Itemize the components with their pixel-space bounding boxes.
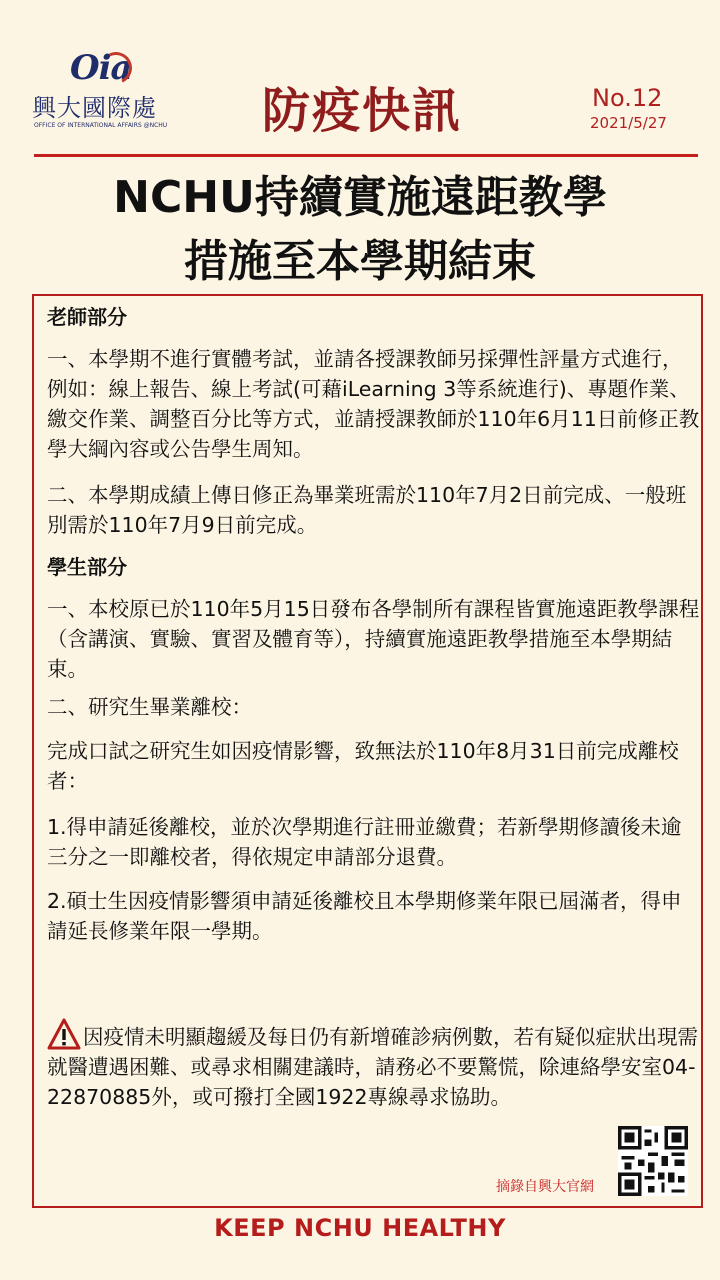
footer-slogan: KEEP NCHU HEALTHY — [214, 1214, 506, 1242]
oia-logo[interactable] — [30, 48, 205, 129]
students-paragraph-2: 二、研究生畢業離校： — [47, 695, 252, 719]
header-divider — [34, 154, 698, 157]
issue-date: 2021/5/27 — [590, 114, 667, 132]
students-paragraph-4: 1.得申請延後離校，並於次學期進行註冊並繳費；若新學期修讀後未逾三分之一即離校者，得依規定申請部分退費。 — [47, 815, 682, 869]
teachers-section-title: 老師部分 — [47, 305, 127, 329]
headline-line-1: NCHU持續實施遠距教學 — [113, 172, 607, 223]
bulletin-title: 防疫快訊 — [262, 83, 463, 139]
students-paragraph-5: 2.碩士生因疫情影響須申請延後離校且本學期修業年限已屆滿者，得申請延長修業年限一學期。 — [47, 889, 682, 943]
logo-name-zh: 興大國際處 — [32, 94, 157, 122]
source-note: 摘錄自興大官網 — [496, 1179, 594, 1195]
logo-name-en: OFFICE OF INTERNATIONAL AFFAIRS @NCHU — [34, 122, 168, 129]
issue-number: No.12 — [592, 84, 663, 112]
headline-line-2: 措施至本學期結束 — [184, 236, 536, 287]
students-paragraph-3: 完成口試之研究生如因疫情影響，致無法於110年8月31日前完成離校者： — [47, 739, 679, 793]
warning-triangle-icon — [47, 1018, 81, 1050]
teachers-paragraph-2: 二、本學期成績上傳日修正為畢業班需於110年7月2日前完成、一般班別需於110年7月9日前完成。 — [47, 483, 687, 537]
students-paragraph-1: 一、本校原已於110年5月15日發布各學制所有課程皆實施遠距教學課程（含講演、實驗、實習及體育等），持續實施遠距教學措施至本學期結束。 — [47, 597, 700, 681]
students-section-title: 學生部分 — [47, 555, 127, 579]
warning-text: 因疫情未明顯趨緩及每日仍有新增確診病例數，若有疑似症狀出現需就醫遭遇困難、或尋求相關建議時，請務必不要驚慌，除連絡學安室04-22870885外，或可撥打全國1922專線尋求協助。 — [47, 1025, 698, 1109]
warning-notice — [47, 1018, 702, 1112]
content-box — [32, 294, 703, 1208]
logo-mark: Oia — [70, 48, 132, 88]
teachers-paragraph-1: 一、本學期不進行實體考試，並請各授課教師另採彈性評量方式進行，例如：線上報告、線上考試(可藉iLearning 3等系統進行)、專題作業、繳交作業、調整百分比等方式，並請授課教師於110年6月11日前修正教學大綱內容或公告學生周知。 — [47, 347, 700, 461]
headline — [0, 166, 720, 294]
header — [0, 0, 720, 160]
qr-code-icon[interactable] — [618, 1126, 688, 1196]
